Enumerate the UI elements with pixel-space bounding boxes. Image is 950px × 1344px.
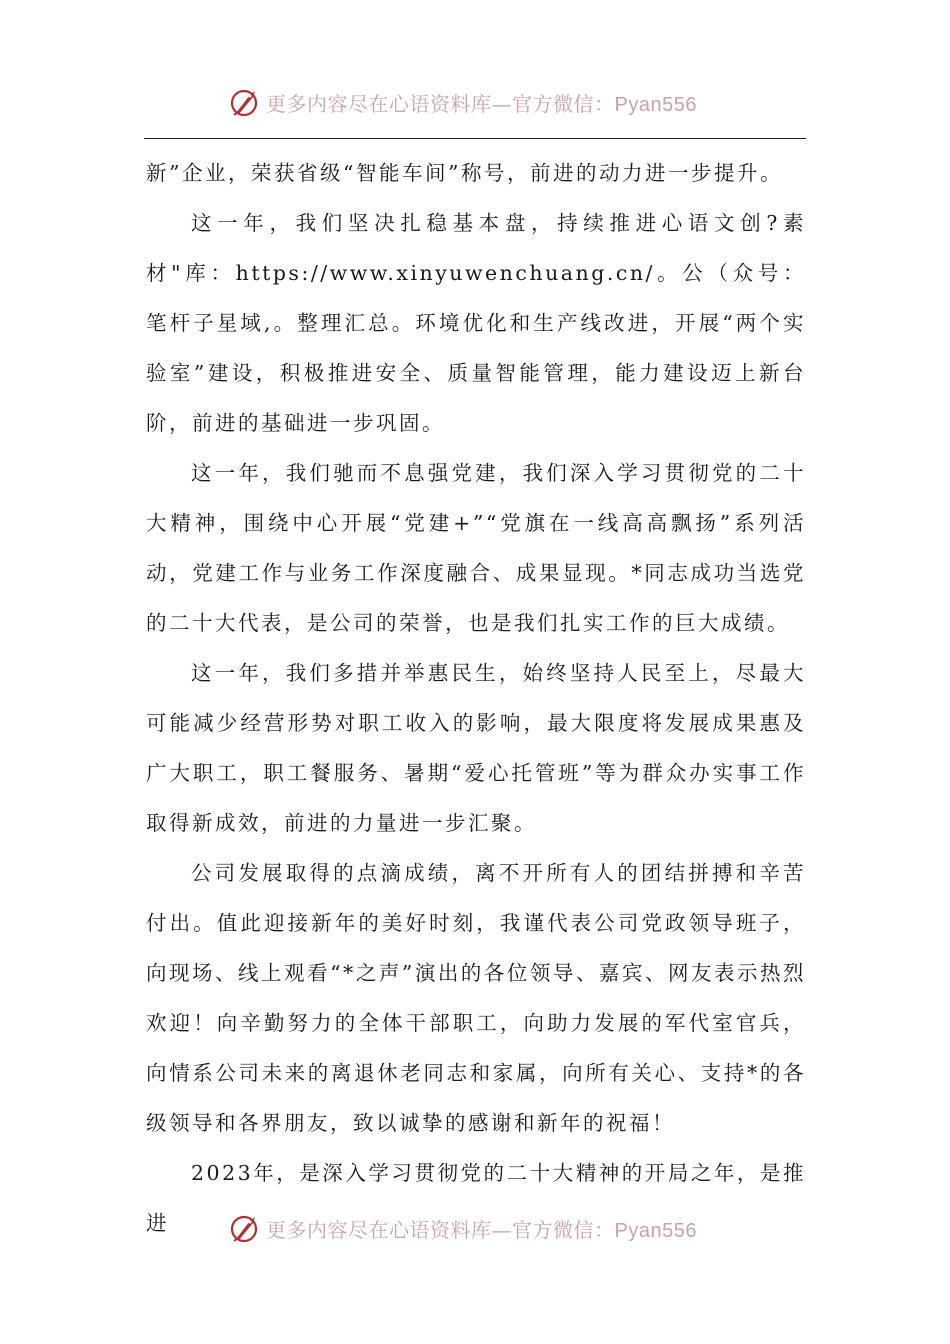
header-banner	[228, 82, 748, 122]
header-dash: —	[491, 91, 512, 116]
footer-wechat-label: 官方微信：	[512, 1217, 615, 1242]
paragraph-3: 这一年，我们驰而不息强党建，我们深入学习贯彻党的二十大精神，围绕中心开展“党建+”“党旗在一线高高飘扬”系列活动，党建工作与业务工作深度融合、成果显现。*同志成功当选党的二十大代表，是公司的荣誉，也是我们扎实工作的巨大成绩。	[146, 461, 806, 635]
header-brand: 更多内容尽在心语资料库	[266, 91, 492, 116]
header-divider	[144, 138, 806, 139]
header-banner-text	[266, 88, 697, 117]
header-handle: Pyan556	[614, 93, 697, 116]
paragraph-6: 2023年，是深入学习贯彻党的二十大精神的开局之年，是推进	[146, 1161, 806, 1235]
footer-handle: Pyan556	[614, 1219, 697, 1242]
document-body	[146, 148, 806, 1248]
paragraph-4: 这一年，我们多措并举惠民生，始终坚持人民至上，尽最大可能减少经营形势对职工收入的影响，最大限度将发展成果惠及广大职工，职工餐服务、暑期“爱心托管班”等为群众办实事工作取得新成效，前进的力量进一步汇聚。	[146, 661, 806, 835]
footer-brand: 更多内容尽在心语资料库	[266, 1217, 492, 1242]
footer-banner-text	[266, 1214, 697, 1243]
footer-banner	[228, 1208, 748, 1248]
paragraph-5: 公司发展取得的点滴成绩，离不开所有人的团结拼搏和辛苦付出。值此迎接新年的美好时刻，我谨代表公司党政领导班子，向现场、线上观看“*之声”演出的各位领导、嘉宾、网友表示热烈欢迎！向辛勤努力的全体干部职工，向助力发展的军代室官兵，向情系公司未来的离退休老同志和家属，向所有关心、支持*的各级领导和各界朋友，致以诚挚的感谢和新年的祝福！	[146, 861, 806, 1135]
paragraph-1: 新”企业，荣获省级“智能车间”称号，前进的动力进一步提升。	[146, 161, 783, 185]
header-wechat-label: 官方微信：	[512, 91, 615, 116]
pen-nib-logo-icon	[228, 85, 262, 119]
paragraph-2: 这一年，我们坚决扎稳基本盘，持续推进心语文创?素材"库：https://www.xinyuwenchuang.cn/。公（众号：笔杆子星域,。整理汇总。环境优化和生产线改进，开展“两个实验室”建设，积极推进安全、质量智能管理，能力建设迈上新台阶，前进的基础进一步巩固。	[146, 211, 806, 435]
pen-nib-logo-icon	[228, 1211, 262, 1245]
footer-dash: —	[491, 1217, 512, 1242]
